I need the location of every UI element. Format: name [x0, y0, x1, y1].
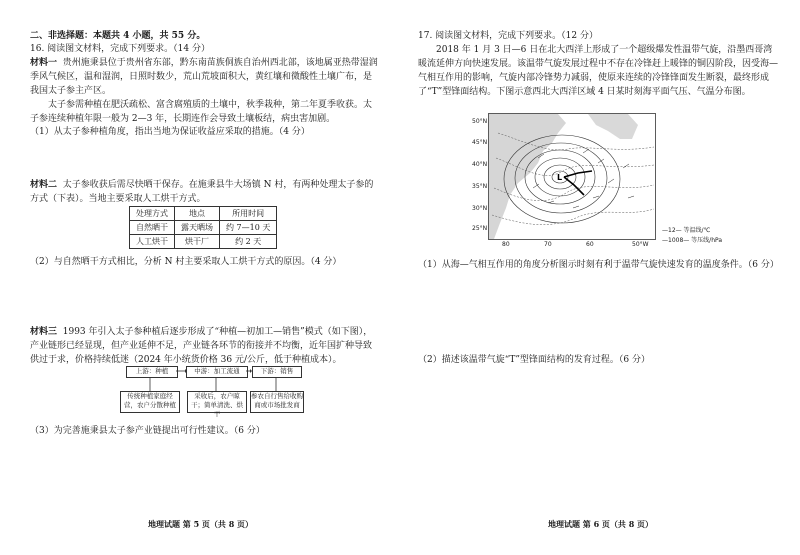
q16-material3: [30, 325, 378, 367]
legend-isobar: —1008— 等压线/hPa: [662, 237, 723, 244]
section-heading: 二、非选择题：本题共 4 小题，共 55 分。: [30, 31, 206, 41]
table-header-cell: 所用时间: [220, 207, 277, 221]
table-cell: 自然晒干: [130, 221, 175, 235]
q16-question3: （3）为完善施秉县太子参产业链提出可行性建议。（6 分）: [30, 426, 265, 436]
material1-label: 材料一: [30, 58, 58, 68]
material1-text2: 太子参需种植在肥沃疏松、富含腐殖质的土壤中，秋季栽种，第二年夏季收获。太子参连续种植年限一般为 2—3 年，长期连作会导致土壤板结，病虫害加剧。: [30, 100, 373, 124]
page-footer-6: 地理试题 第 6 页（共 8 页）: [548, 519, 654, 529]
q17-material: [418, 43, 778, 99]
lat-label: 25°N: [472, 225, 488, 232]
low-pressure-label: L: [557, 173, 563, 182]
weather-map-svg: [488, 113, 656, 246]
lat-label: 30°N: [472, 205, 488, 212]
lat-label: 45°N: [472, 139, 488, 146]
page-footer-5: 地理试题 第 5 页（共 8 页）: [148, 519, 254, 529]
table-row: [130, 235, 277, 249]
flow-stage-downstream: 下游：销售: [252, 366, 302, 378]
flow-stage-upstream: 上游：种植: [126, 366, 178, 378]
weather-map: [472, 113, 656, 250]
processing-table: [129, 206, 277, 249]
table-cell: 烘干厂: [175, 235, 220, 249]
table-cell: 约 7—10 天: [220, 221, 277, 235]
q16-material2: [30, 178, 378, 206]
q17-question1-text: （1）从海—气相互作用的角度分析图示时刻有利于温带气旋快速发育的温度条件。（6 分）: [418, 260, 779, 270]
q17-intro: 17. 阅读图文材料，完成下列要求。（12 分）: [418, 31, 598, 41]
table-header-cell: 处理方式: [130, 207, 175, 221]
legend-isotherm: —12— 等温线/℃: [662, 227, 711, 234]
flow-detail-upstream: 传统种植家庭经营，农户分散种植: [120, 391, 180, 413]
table-cell: 约 2 天: [220, 235, 277, 249]
material1-text: 贵州施秉县位于贵州省东部，黔东南苗族侗族自治州西北部，该地属亚热带湿润季风气候区，温和湿润，日照时数少，荒山荒坡面积大，黄红壤和微酸性土壤广布，是我国太子参主产区。: [30, 58, 378, 96]
lat-label: 50°N: [472, 118, 488, 125]
table-cell: 露天晒场: [175, 221, 220, 235]
flow-stage-midstream: 中游：加工流通: [186, 366, 248, 378]
material2-text: 太子参收获后需尽快晒干保存。在施秉县牛大场镇 N 村，有两种处理太子参的方式（下表）。当地主要采取人工烘干方式。: [30, 180, 374, 204]
lat-label: 35°N: [472, 183, 488, 190]
material2-label: 材料二: [30, 180, 58, 190]
table-row: [130, 221, 277, 235]
q16-question1: （1）从太子参种植角度，指出当地为保证收益应采取的措施。（4 分）: [30, 127, 310, 137]
q17-question1: [418, 258, 778, 272]
lon-label: 60: [586, 241, 594, 248]
table-header-cell: 地点: [175, 207, 220, 221]
flow-detail-midstream: 采收后，农户晾干；简单清洗、烘干: [187, 391, 247, 413]
material3-label: 材料三: [30, 327, 58, 337]
q16-question2: （2）与自然晒干方式相比，分析 N 村主要采取人工烘干方式的原因。（4 分）: [30, 257, 342, 267]
q17-material-text: 2018 年 1 月 3 日—6 日在北大西洋上形成了一个超级爆发性温带气旋，沿墨西哥湾暖流延伸方向快速发展。该温带气旋发展过程中不存在冷锋赶上暖锋的铜囚阶段，因受海—气相互作用的影响，气旋内部冷锋势力减弱，使原来连续的冷锋锋面发生断裂，最终形成了“T”型锋面结构。下图示意西北大西洋区域 4 日某时刻海平面气压、气温分布图。: [418, 45, 779, 97]
lon-label: 80: [502, 241, 510, 248]
q16-intro: 16. 阅读图文材料，完成下列要求。（14 分）: [30, 44, 210, 54]
lon-label: 70: [544, 241, 552, 248]
q17-question2: （2）描述该温带气旋“T”型锋面结构的发育过程。（6 分）: [418, 355, 651, 365]
lat-label: 40°N: [472, 161, 488, 168]
flow-detail-downstream: 参农自行售给收购商或市场批发商: [250, 391, 304, 413]
table-cell: 人工烘干: [130, 235, 175, 249]
q16-material1: [30, 56, 378, 126]
material3-text: 1993 年引入太子参种植后逐步形成了“种植—初加工—销售”模式（如下图），产业链形已经显现，但产业延伸不足，产业链各环节的衔接并不均衡，近年国扩种导致供过于求，价格持续低迷（2024 年小统货价格 36 元/公斤，低于种植成本）。: [30, 327, 373, 365]
right-page: [400, 0, 800, 555]
lon-label: 50°W: [632, 241, 649, 248]
table-header-row: [130, 207, 277, 221]
